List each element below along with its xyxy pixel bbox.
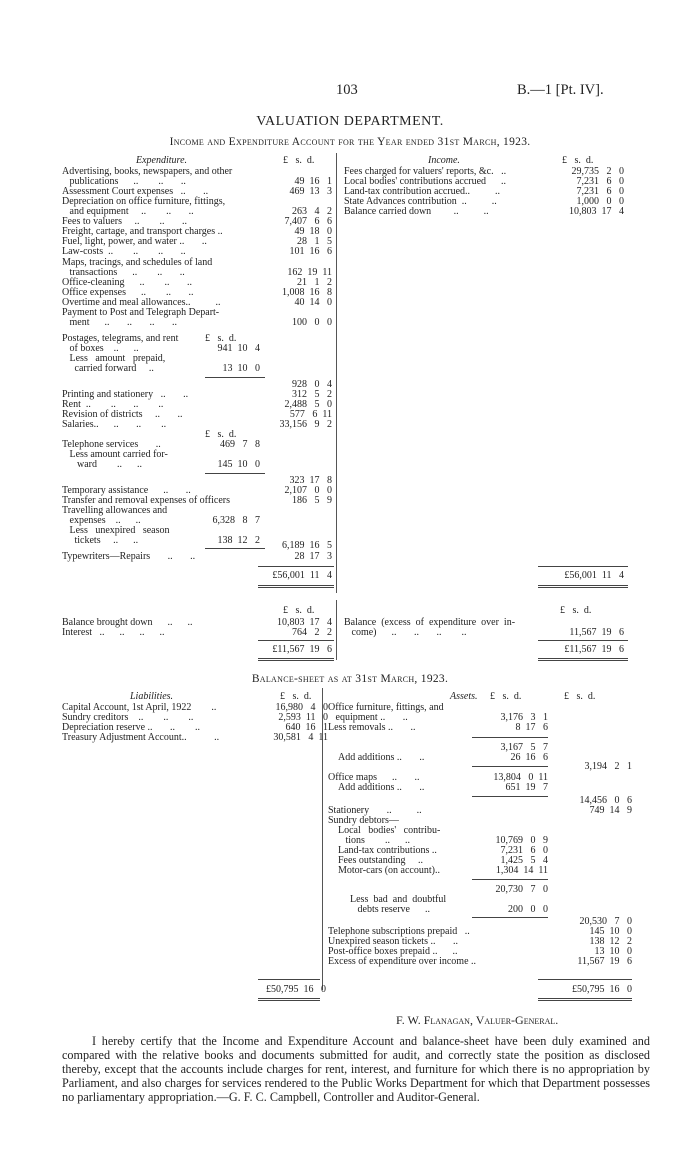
exp-label: Printing and stationery .. .. <box>62 389 189 400</box>
exp-label: Temporary assistance .. .. <box>62 485 191 496</box>
exp-amount: 2,488 5 0 <box>284 399 332 410</box>
exp-label: Fuel, light, power, and water .. .. <box>62 236 207 247</box>
exp-label: Payment to Post and Telegraph Depart- <box>62 307 220 318</box>
postage-net-amount: 928 0 4 <box>292 379 332 390</box>
assets-double-rule <box>538 998 632 1001</box>
furniture-label: Less removals .. .. <box>328 722 416 733</box>
exp-amount: 21 1 2 <box>297 277 332 288</box>
balance-sheet-title: Balance-sheet as at 31st March, 1923. <box>251 673 449 685</box>
postage-label: of boxes .. .. <box>62 343 139 354</box>
exp-amount: 2,107 0 0 <box>284 485 332 496</box>
assets-heading: Assets. <box>450 691 478 702</box>
interest-label: Interest .. .. .. .. <box>62 627 165 638</box>
maps-net: 14,456 0 6 <box>579 795 632 806</box>
liabilities-total-rule <box>258 979 320 980</box>
exp-label: publications .. .. .. <box>62 176 186 187</box>
interest-amount: 764 2 2 <box>292 627 332 638</box>
exp-label: Overtime and meal allowances.. .. <box>62 297 221 308</box>
bbd-column-divider <box>336 600 337 660</box>
asset-amount: 138 12 2 <box>589 936 632 947</box>
furniture-net: 3,194 2 1 <box>584 761 632 772</box>
exp-amount: 186 5 9 <box>292 495 332 506</box>
bbd-right-double-rule <box>538 658 628 661</box>
debtors-label: Fees outstanding .. <box>338 855 423 866</box>
exp-amount: 469 13 3 <box>289 186 332 197</box>
exp-amount: 49 18 0 <box>294 226 332 237</box>
expenditure-total: £56,001 11 4 <box>272 570 332 581</box>
exp-amount: 263 4 2 <box>292 206 332 217</box>
income-heading: Income. <box>428 155 460 166</box>
liabilities-heading: Liabilities. <box>130 691 174 702</box>
postage-label: Less amount prepaid, <box>62 353 166 364</box>
exp-label: Typewriters—Repairs .. .. <box>62 551 196 562</box>
inc-amount: 10,803 17 4 <box>569 206 624 217</box>
debtors-rule-2 <box>472 917 548 918</box>
postage-label: carried forward .. <box>62 363 154 374</box>
exp-label: Office expenses .. .. .. <box>62 287 194 298</box>
debtors-label: Local bodies' contribu- <box>338 825 441 836</box>
inc-label: Local bodies' contributions accrued .. <box>344 176 507 187</box>
exp-label: Freight, cartage, and transport charges .. <box>62 226 223 237</box>
maps-rule <box>472 796 548 797</box>
inc-label: Land-tax contribution accrued.. .. <box>344 186 501 197</box>
assets-subcolumn-currency-heading: £ s. d. <box>490 691 522 702</box>
liabilities-currency-heading: £ s. d. <box>280 691 312 702</box>
liabilities-double-rule <box>258 998 320 1001</box>
assets-total: £50,795 16 0 <box>572 984 632 995</box>
bbd-right-currency-heading: £ s. d. <box>560 605 592 616</box>
debtors-rule <box>472 879 548 880</box>
travelling-label: Travelling allowances and <box>62 505 168 516</box>
debtors-label: Less bad and doubtful <box>350 894 447 905</box>
debtors-amount: 1,425 5 4 <box>500 855 548 866</box>
liab-label: Capital Account, 1st April, 1922 .. <box>62 702 217 713</box>
furniture-subtotal: 3,167 5 7 <box>500 742 548 753</box>
furniture-amount: 3,176 3 1 <box>500 712 548 723</box>
exp-amount: 33,156 9 2 <box>279 419 332 430</box>
exp-label: Transfer and removal expenses of officers <box>62 495 231 506</box>
inc-label: Balance carried down .. .. <box>344 206 489 217</box>
liab-label: Treasury Adjustment Account.. .. <box>62 732 220 743</box>
travelling-amount: 6,328 8 7 <box>212 515 260 526</box>
stationery-label: Stationery .. .. <box>328 805 422 816</box>
inc-amount: 7,231 6 0 <box>576 186 624 197</box>
income-total-double-rule <box>538 585 628 588</box>
travelling-net-amount: 6,189 16 5 <box>282 540 332 551</box>
exp-label: Advertising, books, newspapers, and other <box>62 166 233 177</box>
furniture-label: equipment .. .. <box>328 712 408 723</box>
inc-amount: 7,231 6 0 <box>576 176 624 187</box>
balance-brought-down-label: Balance brought down .. .. <box>62 617 193 628</box>
maps-amount: 13,804 0 11 <box>493 772 548 783</box>
inc-label: Fees charged for valuers' reports, &c. .. <box>344 166 507 177</box>
bbd-currency-heading: £ s. d. <box>283 605 315 616</box>
furniture-rule <box>472 737 548 738</box>
telephone-label: ward .. .. <box>62 459 142 470</box>
liab-label: Depreciation reserve .. .. .. <box>62 722 201 733</box>
ie-account-title: Income and Expenditure Account for the Year ended 31st March, 1923. <box>169 136 531 148</box>
inc-amount: 29,735 2 0 <box>571 166 624 177</box>
exp-amount: 312 5 2 <box>292 389 332 400</box>
exp-label: and equipment .. .. .. <box>62 206 194 217</box>
debtors-reserve-amount: 200 0 0 <box>508 904 548 915</box>
telephone-label: Telephone services .. <box>62 439 161 450</box>
exp-label: Office-cleaning .. .. .. <box>62 277 193 288</box>
postage-amount: 941 10 4 <box>217 343 260 354</box>
liab-amount: 16,980 4 0 <box>275 702 328 713</box>
page-number: 103 <box>336 82 358 98</box>
exp-amount: 7,407 6 6 <box>284 216 332 227</box>
exp-label: transactions .. .. .. <box>62 267 185 278</box>
exp-amount: 162 19 11 <box>287 267 332 278</box>
bbd-right-total-rule <box>538 640 628 641</box>
travelling-label: tickets .. .. <box>62 535 139 546</box>
furniture-additions-amount: 26 16 6 <box>510 752 548 763</box>
travelling-tickets-amount: 138 12 2 <box>217 535 260 546</box>
maps-additions-amount: 651 19 7 <box>505 782 548 793</box>
exp-amount: 101 16 6 <box>289 246 332 257</box>
bbd-total-rule <box>258 640 334 641</box>
exp-label: Depreciation on office furniture, fittings, <box>62 196 226 207</box>
exp-amount: 577 6 11 <box>289 409 332 420</box>
telephone-carried-amount: 145 10 0 <box>217 459 260 470</box>
asset-amount: 145 10 0 <box>589 926 632 937</box>
maps-label: Office maps .. .. <box>328 772 420 783</box>
asset-amount: 11,567 19 6 <box>577 956 632 967</box>
asset-label: Unexpired season tickets .. .. <box>328 936 458 947</box>
expenditure-total-double-rule <box>258 585 334 588</box>
audit-certificate: I hereby certify that the Income and Expenditure Account and balance-sheet have been duly examined and compared with the relative books and documents submitted for audit, and correctly state the position as disclosed thereby, except that the accounts include charges for rent, interest, and furniture for which there is no appropriation by Parliament, and also charges for services rendered to the Public Works Department for which that Department possesses no parliamentary appropriation.—G. F. C. Campbell, Controller and Auditor-General. <box>62 1034 650 1105</box>
signature: F. W. Flanagan, Valuer-General. <box>396 1013 559 1027</box>
debtors-amount: 1,304 14 11 <box>495 865 548 876</box>
furniture-label: Office furniture, fittings, and <box>328 702 444 713</box>
excess-label: come) .. .. .. .. <box>344 627 467 638</box>
asset-label: Post-office boxes prepaid .. .. <box>328 946 458 957</box>
maps-label: Add additions .. .. <box>338 782 425 793</box>
balance-brought-down-amount: 10,803 17 4 <box>277 617 332 628</box>
liabilities-total: £50,795 16 0 <box>266 984 326 995</box>
expenditure-heading: Expenditure. <box>136 155 188 166</box>
assets-total-rule <box>538 979 632 980</box>
postage-label: Postages, telegrams, and rent <box>62 333 179 344</box>
exp-label: Salaries.. .. .. .. <box>62 419 167 430</box>
asset-label: Excess of expenditure over income .. <box>328 956 477 967</box>
telephone-amount: 469 7 8 <box>220 439 260 450</box>
income-total: £56,001 11 4 <box>564 570 624 581</box>
exp-amount: 49 16 1 <box>294 176 332 187</box>
income-total-rule <box>538 566 628 567</box>
furniture-rule-2 <box>472 766 548 767</box>
document-reference: B.—1 [Pt. IV]. <box>517 82 604 98</box>
expenditure-total-rule <box>258 566 334 567</box>
expenditure-currency-heading: £ s. d. <box>283 155 315 166</box>
exp-label: ment .. .. .. .. <box>62 317 177 328</box>
inc-amount: 1,000 0 0 <box>576 196 624 207</box>
exp-amount: 28 1 5 <box>297 236 332 247</box>
telephone-net-amount: 323 17 8 <box>289 475 332 486</box>
asset-label: Telephone subscriptions prepaid .. <box>328 926 470 937</box>
postage-prepaid-amount: 13 10 0 <box>222 363 260 374</box>
debtors-label: Motor-cars (on account).. <box>338 865 440 876</box>
excess-label: Balance (excess of expenditure over in- <box>344 617 516 628</box>
bbd-left-double-rule <box>258 658 334 661</box>
debtors-label: debts reserve .. <box>350 904 430 915</box>
postage-rule <box>205 377 265 378</box>
income-currency-heading: £ s. d. <box>562 155 594 166</box>
exp-label: Rent .. .. .. .. <box>62 399 164 410</box>
debtors-label: tions .. .. <box>338 835 410 846</box>
bbd-left-total: £11,567 19 6 <box>272 644 332 655</box>
exp-label: Law-costs .. .. .. .. <box>62 246 186 257</box>
liab-amount: 2,593 11 0 <box>278 712 328 723</box>
liab-label: Sundry creditors .. .. .. <box>62 712 194 723</box>
debtors-amount: 7,231 6 0 <box>500 845 548 856</box>
debtors-label: Land-tax contributions .. <box>338 845 437 856</box>
travelling-label: Less unexpired season <box>62 525 170 536</box>
postage-currency-heading: £ s. d. <box>205 333 237 344</box>
debtors-subtotal: 20,730 7 0 <box>495 884 548 895</box>
assets-currency-heading: £ s. d. <box>564 691 596 702</box>
stationery-amount: 749 14 9 <box>589 805 632 816</box>
exp-label: Fees to valuers .. .. .. <box>62 216 187 227</box>
travelling-label: expenses .. .. <box>62 515 141 526</box>
bbd-right-total: £11,567 19 6 <box>564 644 624 655</box>
exp-amount: 100 0 0 <box>292 317 332 328</box>
ie-column-divider <box>336 153 337 593</box>
exp-amount: 40 14 0 <box>294 297 332 308</box>
exp-label: Revision of districts .. .. <box>62 409 183 420</box>
debtors-amount: 10,769 0 9 <box>495 835 548 846</box>
asset-amount: 13 10 0 <box>594 946 632 957</box>
furniture-label: Add additions .. .. <box>338 752 425 763</box>
inc-label: State Advances contribution .. .. <box>344 196 497 207</box>
telephone-label: Less amount carried for- <box>62 449 168 460</box>
liab-amount: 30,581 4 11 <box>273 732 328 743</box>
excess-amount: 11,567 19 6 <box>569 627 624 638</box>
exp-label: Assessment Court expenses .. .. <box>62 186 209 197</box>
liab-amount: 640 16 1 <box>285 722 328 733</box>
telephone-currency-heading: £ s. d. <box>205 429 237 440</box>
exp-amount: 1,008 16 8 <box>282 287 332 298</box>
debtors-net: 20,530 7 0 <box>579 916 632 927</box>
department-title: VALUATION DEPARTMENT. <box>256 114 444 129</box>
furniture-removals-amount: 8 17 6 <box>515 722 548 733</box>
exp-amount: 28 17 3 <box>294 551 332 562</box>
exp-label: Maps, tracings, and schedules of land <box>62 257 213 268</box>
telephone-rule <box>205 473 265 474</box>
debtors-label: Sundry debtors— <box>328 815 399 826</box>
